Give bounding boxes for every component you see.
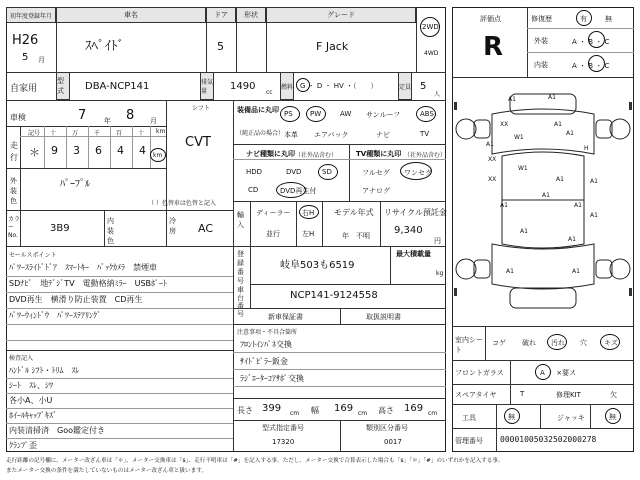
mileage-digit: ＊: [29, 146, 40, 159]
divider: [6, 423, 233, 424]
reg-year-value: H26: [12, 33, 39, 48]
navi-sub: （社外品含む）: [295, 152, 338, 159]
sales-point-line: SDﾅﾋﾞ 地ﾃﾞｼﾞTV 電動格納ﾐﾗｰ USBﾎﾟｰﾄ: [9, 279, 168, 288]
model-year-value: 年 不明: [342, 232, 370, 240]
interior-label: 内装: [534, 61, 548, 69]
divider: [233, 324, 446, 325]
repair-no: 無: [605, 15, 612, 23]
model-code-header: 型式: [56, 72, 70, 100]
divider: [20, 210, 21, 246]
grade-value: F Jack: [316, 40, 349, 53]
usage-value: 自家用: [10, 84, 38, 94]
divider: [452, 384, 634, 385]
damage-mark: A1: [590, 212, 598, 219]
seat-item: コゲ: [492, 339, 506, 347]
damage-mark: A1: [568, 236, 576, 243]
navi-item: DVD: [286, 168, 302, 176]
inspection-year-unit: 年: [104, 117, 111, 125]
inspector-label: 検査記入: [9, 355, 34, 362]
equipment-item: サンルーフ: [366, 111, 401, 119]
divider: [510, 384, 511, 404]
mileage-unit-label: 十: [50, 130, 57, 137]
divider: [250, 246, 251, 308]
ac-value: AC: [198, 222, 214, 235]
tv-sub: （社外品含む）: [404, 152, 447, 159]
color-no-value: 3B9: [50, 223, 70, 234]
ac-label: 冷房: [169, 217, 176, 235]
divider: [233, 159, 446, 160]
inspection-year: 7: [78, 108, 87, 123]
damage-mark: A1: [520, 228, 528, 235]
divider: [250, 201, 251, 246]
mileage-unit-label: 記号: [28, 130, 41, 137]
note-line: ﾌﾛﾝﾄｲﾝﾊﾟﾈ交換: [240, 340, 292, 349]
divider: [496, 404, 497, 428]
color-label: 外装色: [10, 177, 17, 205]
damage-mark: A1: [500, 202, 508, 209]
car-damage-map: [452, 84, 634, 324]
shift-value: CVT: [185, 135, 211, 150]
damage-mark: W1: [514, 134, 524, 141]
displacement-unit: cc: [266, 89, 273, 96]
import-parallel: 並行: [266, 230, 280, 238]
spare-item: 欠: [610, 391, 617, 399]
damage-mark: W1: [518, 165, 528, 172]
divider: [132, 126, 133, 168]
divider: [452, 360, 634, 361]
damage-mark: A1: [542, 192, 550, 199]
divider: [452, 404, 634, 405]
divider: [6, 168, 166, 169]
notes-label: 注意事項・不具合箇所: [237, 329, 298, 336]
equipment-item: AW: [340, 110, 352, 118]
model-year-label: モデル年式: [334, 208, 374, 217]
repair-label: 修復歴: [531, 15, 552, 23]
divider: [6, 210, 233, 211]
sales-point-line: ﾊﾟﾜｰｳｨﾝﾄﾞｳ ﾊﾟﾜｰｽﾃｱﾘﾝｸﾞ: [9, 311, 101, 320]
seat-label: 室内シート: [455, 336, 483, 354]
note-line: ﾗｼﾞｴｰﾀｰｺｱｻﾎﾟ交換: [240, 374, 304, 383]
navi-item: CD: [248, 186, 259, 194]
divider: [6, 350, 233, 351]
divider: [110, 126, 111, 168]
sales-point-line: DVD再生 横滑り防止装置 CD再生: [9, 295, 143, 304]
tv-item: ワンセグ: [404, 169, 432, 177]
damage-mark: A1: [508, 96, 516, 103]
inspection-month-unit: 月: [150, 117, 157, 125]
equipment-item: PS: [284, 110, 293, 118]
divider: [233, 246, 446, 247]
height-value: 169: [404, 403, 424, 414]
length-label: 長さ: [237, 406, 253, 415]
max-load-unit: kg: [436, 270, 444, 277]
divider: [233, 100, 234, 452]
divider: [496, 428, 497, 452]
seat-item: 破れ: [522, 339, 536, 347]
doors-value: 5: [217, 40, 224, 53]
recycle-value: 9,340: [394, 225, 423, 236]
width-value: 169: [334, 403, 354, 414]
interior-grades: A ・ B ・ C: [572, 62, 610, 70]
damage-mark: XX: [488, 176, 497, 183]
divider: [104, 210, 105, 246]
recycle-label: リサイクル預託金: [384, 208, 447, 217]
drive-4wd-label: 4WD: [424, 50, 439, 57]
height-label: 高さ: [378, 406, 394, 415]
capacity-value: 5: [420, 81, 427, 92]
divider: [452, 326, 634, 327]
vin-value: NCP141-9124558: [290, 290, 378, 301]
damage-mark: H: [584, 145, 589, 152]
damage-mark: A1: [554, 121, 562, 128]
displacement-value: 1490: [230, 81, 256, 92]
divider: [233, 398, 446, 399]
type-label: 型式指定番号: [262, 424, 304, 432]
score-value: R: [483, 32, 504, 62]
mileage-label: 走行: [10, 141, 18, 162]
new-warranty-tag: 新車保証書: [268, 313, 303, 321]
damage-mark: A1: [556, 176, 564, 183]
exterior-label: 外装: [534, 37, 548, 45]
damage-mark: A1: [486, 141, 494, 148]
class-value: 0017: [384, 438, 402, 446]
mileage-unit-label: 十: [138, 130, 145, 137]
color-note: （ ）色替車は色替と記入: [148, 200, 216, 207]
registration-value: 岐阜503も6519: [280, 260, 355, 271]
mileage-digit: 4: [117, 144, 124, 157]
doors-header: ドア: [206, 7, 236, 23]
tv-item: フルセグ: [362, 169, 390, 177]
km-circle: [150, 148, 166, 162]
width-label: 幅: [311, 406, 319, 415]
exterior-b-circle: [588, 31, 605, 48]
divider: [6, 408, 233, 409]
vin-label: 車台番号: [237, 286, 244, 318]
inspection-month: 8: [126, 108, 135, 123]
class-label: 類別区分番号: [366, 424, 408, 432]
inspection-label: 車検: [10, 113, 26, 122]
divider: [340, 420, 341, 452]
equipment-item: エアバック: [314, 131, 349, 139]
manage-label: 管理番号: [455, 437, 483, 445]
model-name-header: 車名: [56, 7, 206, 23]
height-unit: cm: [428, 410, 438, 417]
mileage-digit: 9: [51, 144, 58, 157]
divider: [20, 126, 21, 168]
divider: [236, 7, 237, 72]
reg-year-header: 初年度登録年月: [6, 7, 56, 23]
divider: [266, 7, 267, 72]
mileage-digit: 6: [95, 144, 102, 157]
damage-mark: XX: [488, 156, 497, 163]
divider: [6, 292, 233, 293]
equipment-item: PW: [310, 110, 322, 118]
divider: [6, 324, 233, 325]
divider: [20, 136, 166, 137]
divider: [88, 126, 89, 168]
navi-item: SD: [322, 168, 332, 176]
glass-label: フロントガラス: [455, 369, 504, 377]
jack-value: 無: [609, 413, 616, 421]
color-no-label: カラーNo.: [8, 216, 21, 239]
score-label: 評価点: [480, 15, 501, 23]
interior-b-circle: [588, 55, 605, 72]
tv-item: アナログ: [362, 187, 390, 195]
mileage-unit-label: 百: [116, 130, 123, 137]
divider: [6, 72, 446, 73]
footer-line2: またメーター交換の条件を満たしていないものはメーター改ざん車と扱います。: [6, 468, 207, 474]
divider: [485, 326, 486, 360]
registration-label: 登録番号: [237, 250, 244, 285]
divider: [56, 7, 57, 72]
inspector-line: ﾊﾝﾄﾞﾙ ｼﾌﾄ・ﾄﾘﾑ ｽﾚ: [9, 366, 80, 375]
displacement-header: 排気量: [200, 72, 214, 100]
divider: [527, 7, 528, 77]
inspector-line: 各小A、小U: [9, 396, 53, 405]
divider: [6, 438, 233, 439]
grade-header: グレード: [266, 7, 416, 23]
divider: [527, 52, 634, 53]
divider: [510, 360, 511, 384]
divider: [416, 7, 417, 72]
divider: [44, 126, 45, 168]
mileage-unit-label: km: [156, 128, 166, 135]
navi-item: HDD: [246, 168, 263, 176]
divider: [206, 7, 207, 72]
damage-mark: A1: [548, 94, 556, 101]
divider: [233, 369, 446, 370]
mileage-digit: 3: [73, 144, 80, 157]
equipment-item: 本革: [284, 131, 298, 139]
seat-item: 穴: [580, 339, 587, 347]
divider: [349, 144, 350, 201]
footer-line1: 走行距離の記号欄に、メーター改ざん車は「＊」、メーター交換車は「$」、走行不明車は「#」を記入する事。ただし、メーター交換で合算表示した場合も「$」「＊」「#」のいずれかを記入する事。: [6, 458, 504, 464]
spare-label: スペアタイヤ: [455, 391, 497, 399]
note-line: ｻｲﾄﾞﾋﾟﾗｰ鈑金: [240, 357, 288, 366]
manual-tag: 取扱説明書: [366, 313, 401, 321]
divider: [340, 308, 341, 324]
divider: [390, 246, 391, 284]
damage-mark: A1: [506, 268, 514, 275]
mileage-digit: 4: [139, 144, 146, 157]
inspector-line: ｸﾗﾝﾌﾟ歪: [9, 441, 37, 450]
divider: [150, 126, 151, 168]
divider: [166, 210, 167, 246]
reg-month-value: 5: [22, 52, 29, 63]
length-unit: cm: [290, 410, 300, 417]
type-value: 17320: [272, 438, 295, 446]
jack-label: ジャッキ: [557, 414, 585, 422]
import-label: 輸入: [237, 211, 244, 229]
inspector-line: 内装清掃済 Goo鑑定付き: [9, 426, 105, 435]
recycle-unit: 円: [434, 237, 441, 245]
divider: [233, 352, 446, 353]
navi-label: ナビ種類に丸印: [246, 150, 295, 158]
divider: [6, 100, 446, 101]
shift-label: シフト: [192, 105, 211, 112]
tools-label: 工具: [462, 414, 476, 422]
divider: [296, 201, 297, 246]
equipment-item: ナビ: [376, 131, 390, 139]
equipment-label: 装備品に丸印: [237, 106, 279, 114]
divider: [452, 428, 634, 429]
model-code-value: DBA-NCP141: [85, 81, 150, 92]
capacity-header: 定員: [398, 72, 412, 100]
inspector-line: ﾎｲｰﾙｷｬｯﾌﾟｷｽﾞ: [9, 411, 57, 420]
exterior-grades: A ・ B ・ C: [572, 38, 610, 46]
damage-mark: XX: [500, 121, 509, 128]
divider: [20, 168, 21, 210]
glass-value: A ・ ×要ス: [540, 369, 577, 377]
shape-header: 形状: [236, 7, 266, 23]
divider: [6, 393, 233, 394]
fuel-header: 燃料: [280, 72, 294, 100]
divider: [322, 201, 323, 246]
fuel-options: G ・ D ・ HV ・（ ）: [300, 82, 378, 90]
divider: [233, 201, 446, 202]
divider: [233, 144, 446, 145]
divider: [6, 126, 166, 127]
mileage-km-unit: km: [153, 152, 163, 159]
divider: [6, 378, 233, 379]
divider: [452, 77, 634, 78]
equipment-item: ABS: [420, 110, 434, 118]
divider: [6, 340, 233, 341]
capacity-unit: 人: [434, 91, 441, 98]
divider: [250, 284, 446, 285]
damage-mark: A1: [572, 268, 580, 275]
damage-mark: A1: [566, 130, 574, 137]
repair-yes: 有: [580, 15, 587, 23]
sales-point-line: ﾊﾟﾜｰｽﾗｲﾄﾞﾄﾞｱ ｽﾏｰﾄｷｰ ﾊﾞｯｸｶﾒﾗ 禁煙車: [9, 263, 157, 272]
mileage-unit-label: 千: [94, 130, 101, 137]
navi-item: DVD再生付: [280, 187, 317, 195]
length-value: 399: [262, 403, 282, 414]
max-load-label: 最大積載量: [396, 250, 431, 258]
drive-2wd-label: 2WD: [422, 23, 439, 31]
spare-item: T: [520, 390, 525, 398]
divider: [6, 276, 233, 277]
divider: [380, 201, 381, 246]
divider: [540, 404, 541, 428]
divider: [590, 404, 591, 428]
divider: [6, 246, 233, 247]
handle-left: 左H: [302, 230, 315, 238]
handle-right: 右H: [302, 209, 315, 217]
equipment-item: TV: [420, 130, 430, 138]
model-name-value: ｽﾍﾟｲﾄﾞ: [85, 39, 124, 54]
tools-value: 無: [508, 413, 515, 421]
divider: [233, 386, 446, 387]
damage-mark: A1: [574, 202, 582, 209]
damage-mark: A1: [590, 178, 598, 185]
interior-color-label: 内装色: [107, 217, 114, 245]
manage-value: 00001005032502000278: [500, 435, 597, 444]
color-value: ﾊﾟｰﾌﾟﾙ: [60, 179, 90, 190]
spare-item: 修理KIT: [556, 391, 581, 399]
reg-month-unit: 月: [38, 56, 45, 64]
tv-label: TV種類に丸印: [356, 150, 402, 158]
width-unit: cm: [358, 410, 368, 417]
seat-item: 汚れ: [551, 339, 565, 347]
mileage-unit-label: 万: [72, 130, 79, 137]
divider: [527, 28, 634, 29]
inspector-line: ｼｰﾄ ｽﾚ、ｼﾜ: [9, 381, 53, 390]
seat-item: キズ: [604, 339, 618, 347]
equipment-sub: （純正品の場合）: [236, 130, 285, 137]
divider: [66, 126, 67, 168]
import-dealer: ディーラー: [256, 209, 291, 217]
sales-points-label: セールスポイント: [9, 252, 57, 259]
divider: [6, 308, 233, 309]
divider: [166, 100, 167, 210]
